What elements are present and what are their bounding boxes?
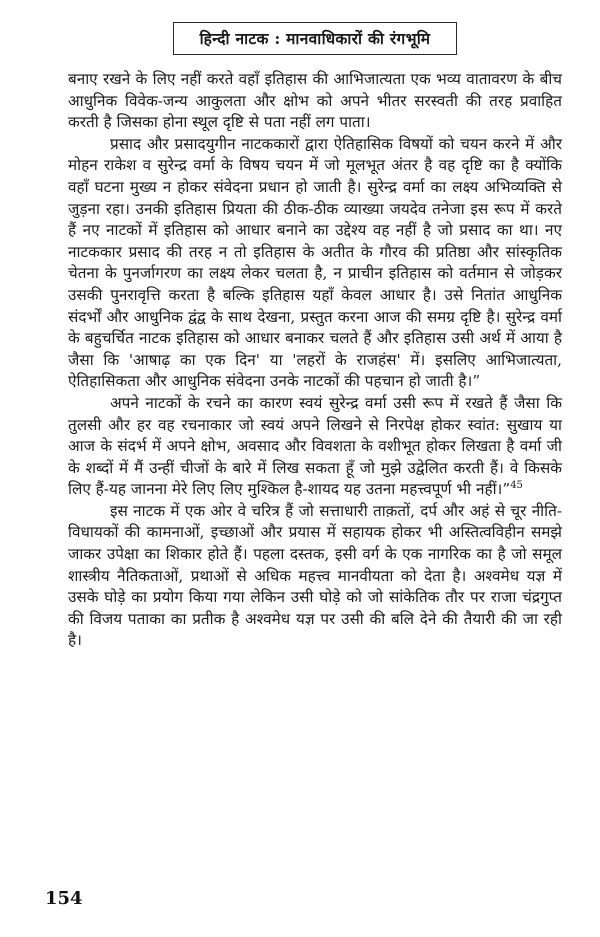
paragraph (68, 393, 562, 501)
paragraph-text: प्रसाद और प्रसादयुगीन नाटककारों द्वारा ऐतिहासिक विषयों को चयन करने में और मोहन राकेश व सुरेन्द्र वर्मा के विषय चयन में जो मूलभूत अंतर है वह दृष्टि का है क्योंकि वहाँ घटना मुख्य न होकर संवेदना प्रधान हो जाती है। सुरेन्द्र वर्मा का लक्ष्य अभिव्यक्ति से जुड़ना रहा। उनकी इतिहास प्रियता की ठीक-ठीक व्याख्या जयदेव तनेजा इस रूप में करते हैं नए नाटकों में इतिहास को आधार बनाने का उद्देश्य वह नहीं है जो प्रसाद का था। नए नाटककार प्रसाद की तरह न तो इतिहास के अतीत के गौरव की प्रतिष्ठा और सांस्कृतिक चेतना के पुनर्जागरण का लक्ष्य लेकर चलता है, न प्राचीन इतिहास को वर्तमान से जोड़कर उसकी पुनरावृत्ति करता है बल्कि इतिहास यहाँ केवल आधार है। उसे नितांत आधुनिक संदर्भों और आधुनिक द्वंद्व के साथ देखना, प्रस्तुत करना आज की समग्र दृष्टि है। सुरेन्द्र वर्मा के बहुचर्चित नाटक इतिहास को आधार बनाकर चलते हैं और इतिहास उसी अर्थ में आया है जैसा कि 'आषाढ़ का एक दिन' या 'लहरों के राजहंस' में। इसलिए आभिजात्यता, ऐतिहासिकता और आधुनिक संवेदना उनके नाटकों की पहचान हो जाती है।” (68, 134, 562, 391)
paragraph (68, 501, 562, 652)
page-number: 154 (45, 888, 83, 909)
paragraph-continuation (68, 69, 562, 134)
running-header-title: हिन्दी नाटक : मानवाधिकारों की रंगभूमि (199, 29, 431, 48)
paragraph-text: इस नाटक में एक ओर वे चरित्र हैं जो सत्ताधारी ताक़तों, दर्प और अहं से चूर नीति-विधायकों की कामनाओं, इच्छाओं और प्रयास में सहायक होकर भी अस्तित्वविहीन समझे जाकर उपेक्षा का शिकार होते हैं। पहला दस्तक, इसी वर्ग के एक नागरिक का है जो समूल शास्त्रीय नैतिकताओं, प्रथाओं से अधिक महत्त्व मानवीयता को देता है। अश्वमेध यज्ञ में उसके घोड़े का प्रयोग किया गया लेकिन उसी घोड़े को जो सांकेतिक तौर पर राजा चंद्रगुप्त की विजय पताका का प्रतीक है अश्वमेध यज्ञ पर उसी की बलि देने की तैयारी की जा रही है। (68, 501, 562, 650)
footnote-marker: 45 (510, 480, 523, 492)
paragraph (68, 134, 562, 393)
body-text (68, 69, 562, 652)
paragraph-text: बनाए रखने के लिए नहीं करते वहाँ इतिहास की आभिजात्यता एक भव्य वातावरण के बीच आधुनिक विवेक-जन्य आकुलता और क्षोभ को अपने भीतर सरस्वती की तरह प्रवाहित करती है जिसका होना स्थूल दृष्टि से पता नहीं लग पाता। (68, 70, 562, 132)
paragraph-text: अपने नाटकों के रचने का कारण स्वयं सुरेन्द्र वर्मा उसी रूप में रखते हैं जैसा कि तुलसी और हर वह रचनाकार जो स्वयं अपने लिखने से निरपेक्ष होकर स्वांत: सुखाय या आज के संदर्भ में अपने क्षोभ, अवसाद और विवशता के वशीभूत होकर लिखता है वर्मा जी के शब्दों में मैं उन्हीं चीजों के बारे में लिख सकता हूँ जो मुझे उद्वेलित करती हैं। वे किसके लिए हैं-यह जानना मेरे लिए लिए मुश्किल है-शायद यह उतना महत्त्वपूर्ण भी नहीं।” (68, 393, 562, 499)
running-header (173, 22, 458, 55)
